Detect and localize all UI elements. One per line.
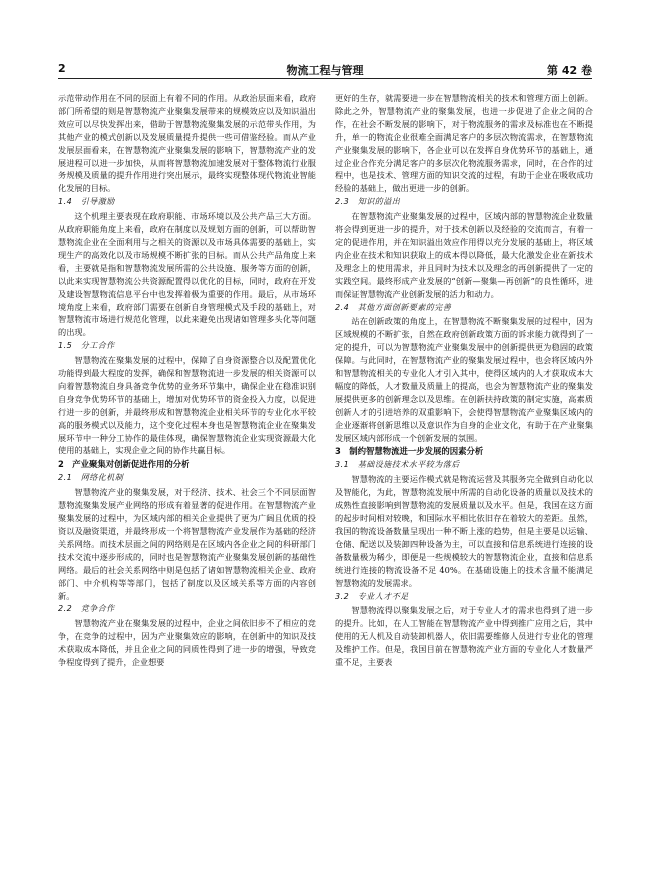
section-heading-1-5: 1.5 分工合作 — [58, 341, 115, 351]
paragraph: 智慧物流得以聚集发展之后，对于专业人才的需求也得到了进一步的提升。比如，在人工智能在智慧物流产业中得到推广应用之后，其中使用的无人机及自动装卸机器人，依旧需要维修人员进行专业化的管理及维护工作。但是，我国目前在智慧物流产业方面的专业化人才数量严重不足，主要表 — [335, 605, 593, 668]
journal-title: 物流工程与管理 — [286, 64, 364, 77]
volume-label: 第 42 卷 — [547, 64, 592, 77]
running-header — [58, 62, 592, 79]
paragraph: 这个机理主要表现在政府职能、市场环境以及公共产品三大方面。从政府职能角度上来看，政府在制度以及规划方面的创新，可以帮助智慧物流企业在全面利用与之相关的资源以及市场具体需要的基础上，实现生产的高效化以及市场规模不断扩张的目标。而从公共产品角度上来看，主要就是指和智慧物流发展所需的公共设施、服务等方面的创新，以此来实现智慧物流公共资源配置得以优化的目标，同时，政府在开发及建设智慧物流信息平台中也发挥着极为重要的作用。最后，从市场环境角度上来看，政府部门需要在创新自身管理模式及手段的基础上，对智慧物流市场进行规范化管理，以此来避免出现诸如管理多头化等问题的出现。 — [58, 211, 316, 338]
right-column — [335, 92, 593, 669]
section-heading-3-1: 3.1 基础设施技术水平较为落后 — [335, 460, 460, 470]
paragraph: 智慧物流产业在聚集发展的过程中，企业之间依旧步不了相应的竞争，在竞争的过程中，因为产业聚集效应的影响，在创新中的知识及技术获取成本降低，并且企业之间的同质性得到了进一步的增强，导致竞争程度得到了提升，企业想要 — [58, 618, 316, 668]
paragraph: 站在创新政策的角度上，在智慧物流不断聚集发展的过程中，因为区域规模的不断扩张，自然在政府创新政策方面的诉求能力就得到了一定的提升，可以为智慧物流产业聚集发展中的创新提供更为稳固的政策保障。与此同时，在智慧物流产业的聚集发展过程中，也会将区域内外和智慧物流相关的专业化人才引入其中，使得区域内的人才获取成本大幅度的降低，人才数量及质量上的提高，也会为智慧物流产业的聚集发展提供更多的创新理念以及思维。在创新扶持政策的制定实施，高素质创新人才的引进培养的双重影响下，会使得智慧物流产业聚集区域内的企业逐渐将创新思维以及意识作为自身的企业文化，有助于在产业聚集发展区域内部形成一个创新发展的氛围。 — [335, 316, 593, 443]
section-heading-2: 2 产业聚集对创新促进作用的分析 — [58, 459, 190, 470]
page-number: 2 — [58, 62, 66, 75]
paragraph: 智慧物流的主要运作模式就是物流运营及其服务完全做到自动化以及智能化，为此，智慧物流发展中所需的自动化设备的质量以及技术的成熟性直接影响到智慧物流的发展质量以及水平。但是，我国在这方面的起步时间相对较晚，和国际水平相比依旧存在着较大的差距。虽然，我国的物流设备数量呈现出一种不断上涨的趋势，但是主要是以运输、仓储、配送以及装卸四种设备为主，可以直接和信息系统进行连接的设备数量极为稀少，即便是一些规模较大的智慧物流企业，直接和信息系统进行连接的物流设备不足 40%。在基础设施上的技术含量不能满足智慧物流的发展需求。 — [335, 474, 593, 588]
paragraph: 更好的生存，就需要进一步在智慧物流相关的技术和管理方面上创新。除此之外，智慧物流产业的聚集发展，也进一步促进了企业之间的合作，在社会不断发展的影响下，对于物流服务的需求及标准也在不断提升，单一的物流企业很难全面满足客户的多层次物流需求，在智慧物流产业聚集发展的影响下，各企业可以在发挥自身优势环节的基础上，通过企业合作充分满足客户的多层次化物流服务需求，同时，在合作的过程中，也是技术、管理方面的知识交流的过程，有助于企业在吸收成功经验的基础上，做出更进一步的创新。 — [335, 93, 593, 194]
section-heading-1-4: 1.4 引导激励 — [58, 197, 115, 207]
section-heading-2-4: 2.4 其他方面创新要素的完善 — [335, 302, 452, 312]
section-heading-2-3: 2.3 知识的溢出 — [335, 197, 401, 207]
left-column — [58, 92, 316, 669]
paragraph: 示范带动作用在不同的层面上有着不同的作用。从政治层面来看，政府部门所希望的则是智慧物流产业聚集发展带来的规模效应以及知识溢出效应可以尽快发挥出来，借助于智慧物流聚集发展的示范带头作用，为其他产业的模式创新以及发展质量提升提供一些可借鉴经验。而从产业发展层面看来，在智慧物流产业聚集发展的影响下，智慧物流产业的发展进程可以进一步加快，从而将智慧物流加速发展对于整体物流行业服务规模及质量的提升作用进行突出展示，最终实现整体现代物流业智能化发展的目标。 — [58, 93, 316, 194]
section-heading-3: 3 制约智慧物流进一步发展的因素分析 — [335, 446, 484, 457]
section-heading-2-2: 2.2 竞争合作 — [58, 604, 115, 614]
section-heading-2-1: 2.1 网络化机制 — [58, 473, 124, 483]
paragraph: 在智慧物流产业聚集发展的过程中，区域内部的智慧物流企业数量将会得到更进一步的提升，对于技术创新以及经验的交流而言，有着一定的促进作用，并在知识溢出效应作用得以充分发展的基础上，将区域内企业在技术和知识获取上的成本得以降低，最大化激发企业在新技术及理念上的使用需求，并且同时为技术以及理念的再创新提供了一定的实践空间。最终形成产业发展的“创新—聚集—再创新”的良性循环，进而保证智慧物流产业创新发展的活力和动力。 — [335, 211, 593, 299]
section-heading-3-2: 3.2 专业人才不足 — [335, 591, 409, 601]
paragraph: 智慧物流在聚集发展的过程中，保障了自身资源整合以及配置优化功能得到最大程度的发挥，确保和智慧物流进一步发展的相关资源可以向着智慧物流自身具备竞争优势的业务环节集中，确保企业在稳准识别自身竞争优势环节的基础上，增加对优势环节的资金投入力度，以促进行进一步的创新，并最终形成和智慧物流企业相关环节的专业化水平较高的服务模式以及能力，这个变化过程本身也是智慧物流企业在聚集发展环节中一种分工协作的最佳体现，确保智慧物流企业实现资源最大化使用的基础上，实现企业之间的协作共赢目标。 — [58, 355, 316, 456]
paragraph: 智慧物流产业的聚集发展，对于经济、技术、社会三个不同层面智慧物流聚集发展产业网络的形成有着显著的促进作用。在智慧物流产业聚集发展的过程中，为区域内部的相关企业提供了更为广阔且优质的投资以及融资渠道，并最终形成一个将智慧物流产业发展作为基础的经济关系网络。而技术层面之间的网络则是在区域内各企业之间的科研部门技术交流中逐步形成的，同时也是智慧物流产业聚集发展创新的基础性网络。最后的社会关系网络中则是包括了诸如智慧物流相关企业、政府部门、中介机构等等部门，包括了制度以及区域关系等方面的内容创新。 — [58, 487, 316, 601]
